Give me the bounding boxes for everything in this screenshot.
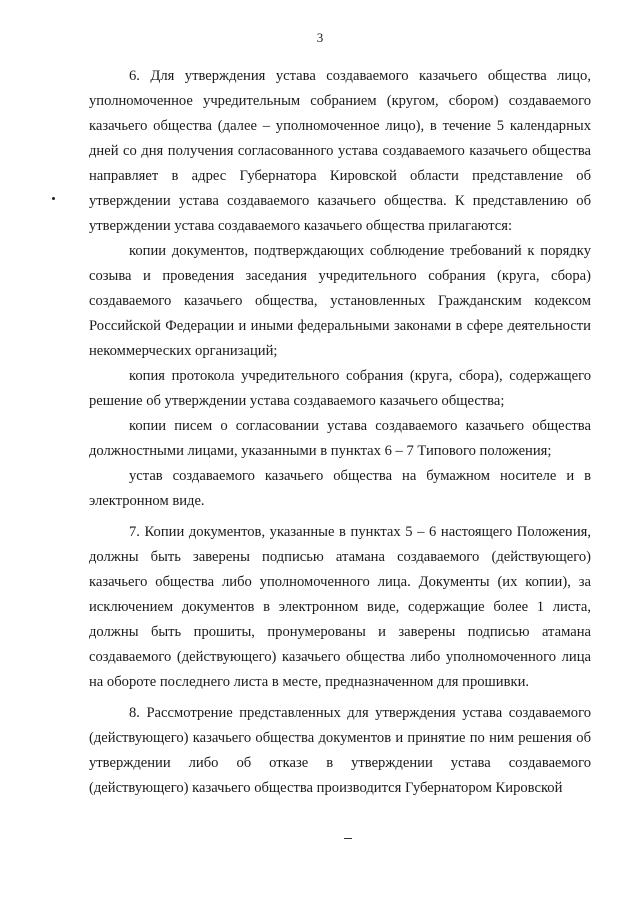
paragraph-8: 8. Рассмотрение представленных для утверждения устава создаваемого (действующего) казачьего общества документов и принятие по ним решения об утверждении либо об отказе в утверждении устава создаваемого (действующего) казачьего общества производится Губернатором Кировской: [89, 705, 591, 796]
list-item-documents-copies: копии документов, подтверждающих соблюдение требований к порядку созыва и проведения заседания учредительного собрания (круга, сбора) создаваемого казачьего общества, установленных Гражданским кодексом Российской Федерации и иными федеральными законами в сфере деятельности некоммерческих организаций;: [89, 243, 591, 359]
bottom-dash-mark: [344, 838, 352, 839]
stray-dot-mark: [52, 197, 55, 200]
list-item-letters-copies: копии писем о согласовании устава создаваемого казачьего общества должностными лицами, указанными в пунктах 6 – 7 Типового положения;: [89, 418, 591, 459]
paragraph-7: 7. Копии документов, указанные в пунктах 5 – 6 настоящего Положения, должны быть заверены подписью атамана создаваемого (действующего) казачьего общества либо уполномоченного лица. Документы (их копии), за исключением документов в электронном виде, содержащие более 1 листа, должны быть прошиты, пронумерованы и заверены подписью атамана создаваемого (действующего) казачьего общества либо уполномоченного лица на обороте последнего листа в месте, предназначенном для прошивки.: [89, 524, 591, 690]
document-body: [89, 64, 591, 801]
page-number: 3: [316, 30, 324, 45]
list-item-charter: устав создаваемого казачьего общества на бумажном носителе и в электронном виде.: [89, 468, 591, 509]
list-item-protocol-copy: копия протокола учредительного собрания (круга, сбора), содержащего решение об утверждении устава создаваемого казачьего общества;: [89, 368, 591, 409]
paragraph-6: 6. Для утверждения устава создаваемого казачьего общества лицо, уполномоченное учредительным собранием (кругом, сбором) создаваемого казачьего общества (далее – уполномоченное лицо), в течение 5 календарных дней со дня получения согласованного устава создаваемого казачьего общества направляет в адрес Губернатора Кировской области представление об утверждении устава создаваемого казачьего общества. К представлению об утверждении устава создаваемого казачьего общества прилагаются:: [89, 68, 591, 234]
